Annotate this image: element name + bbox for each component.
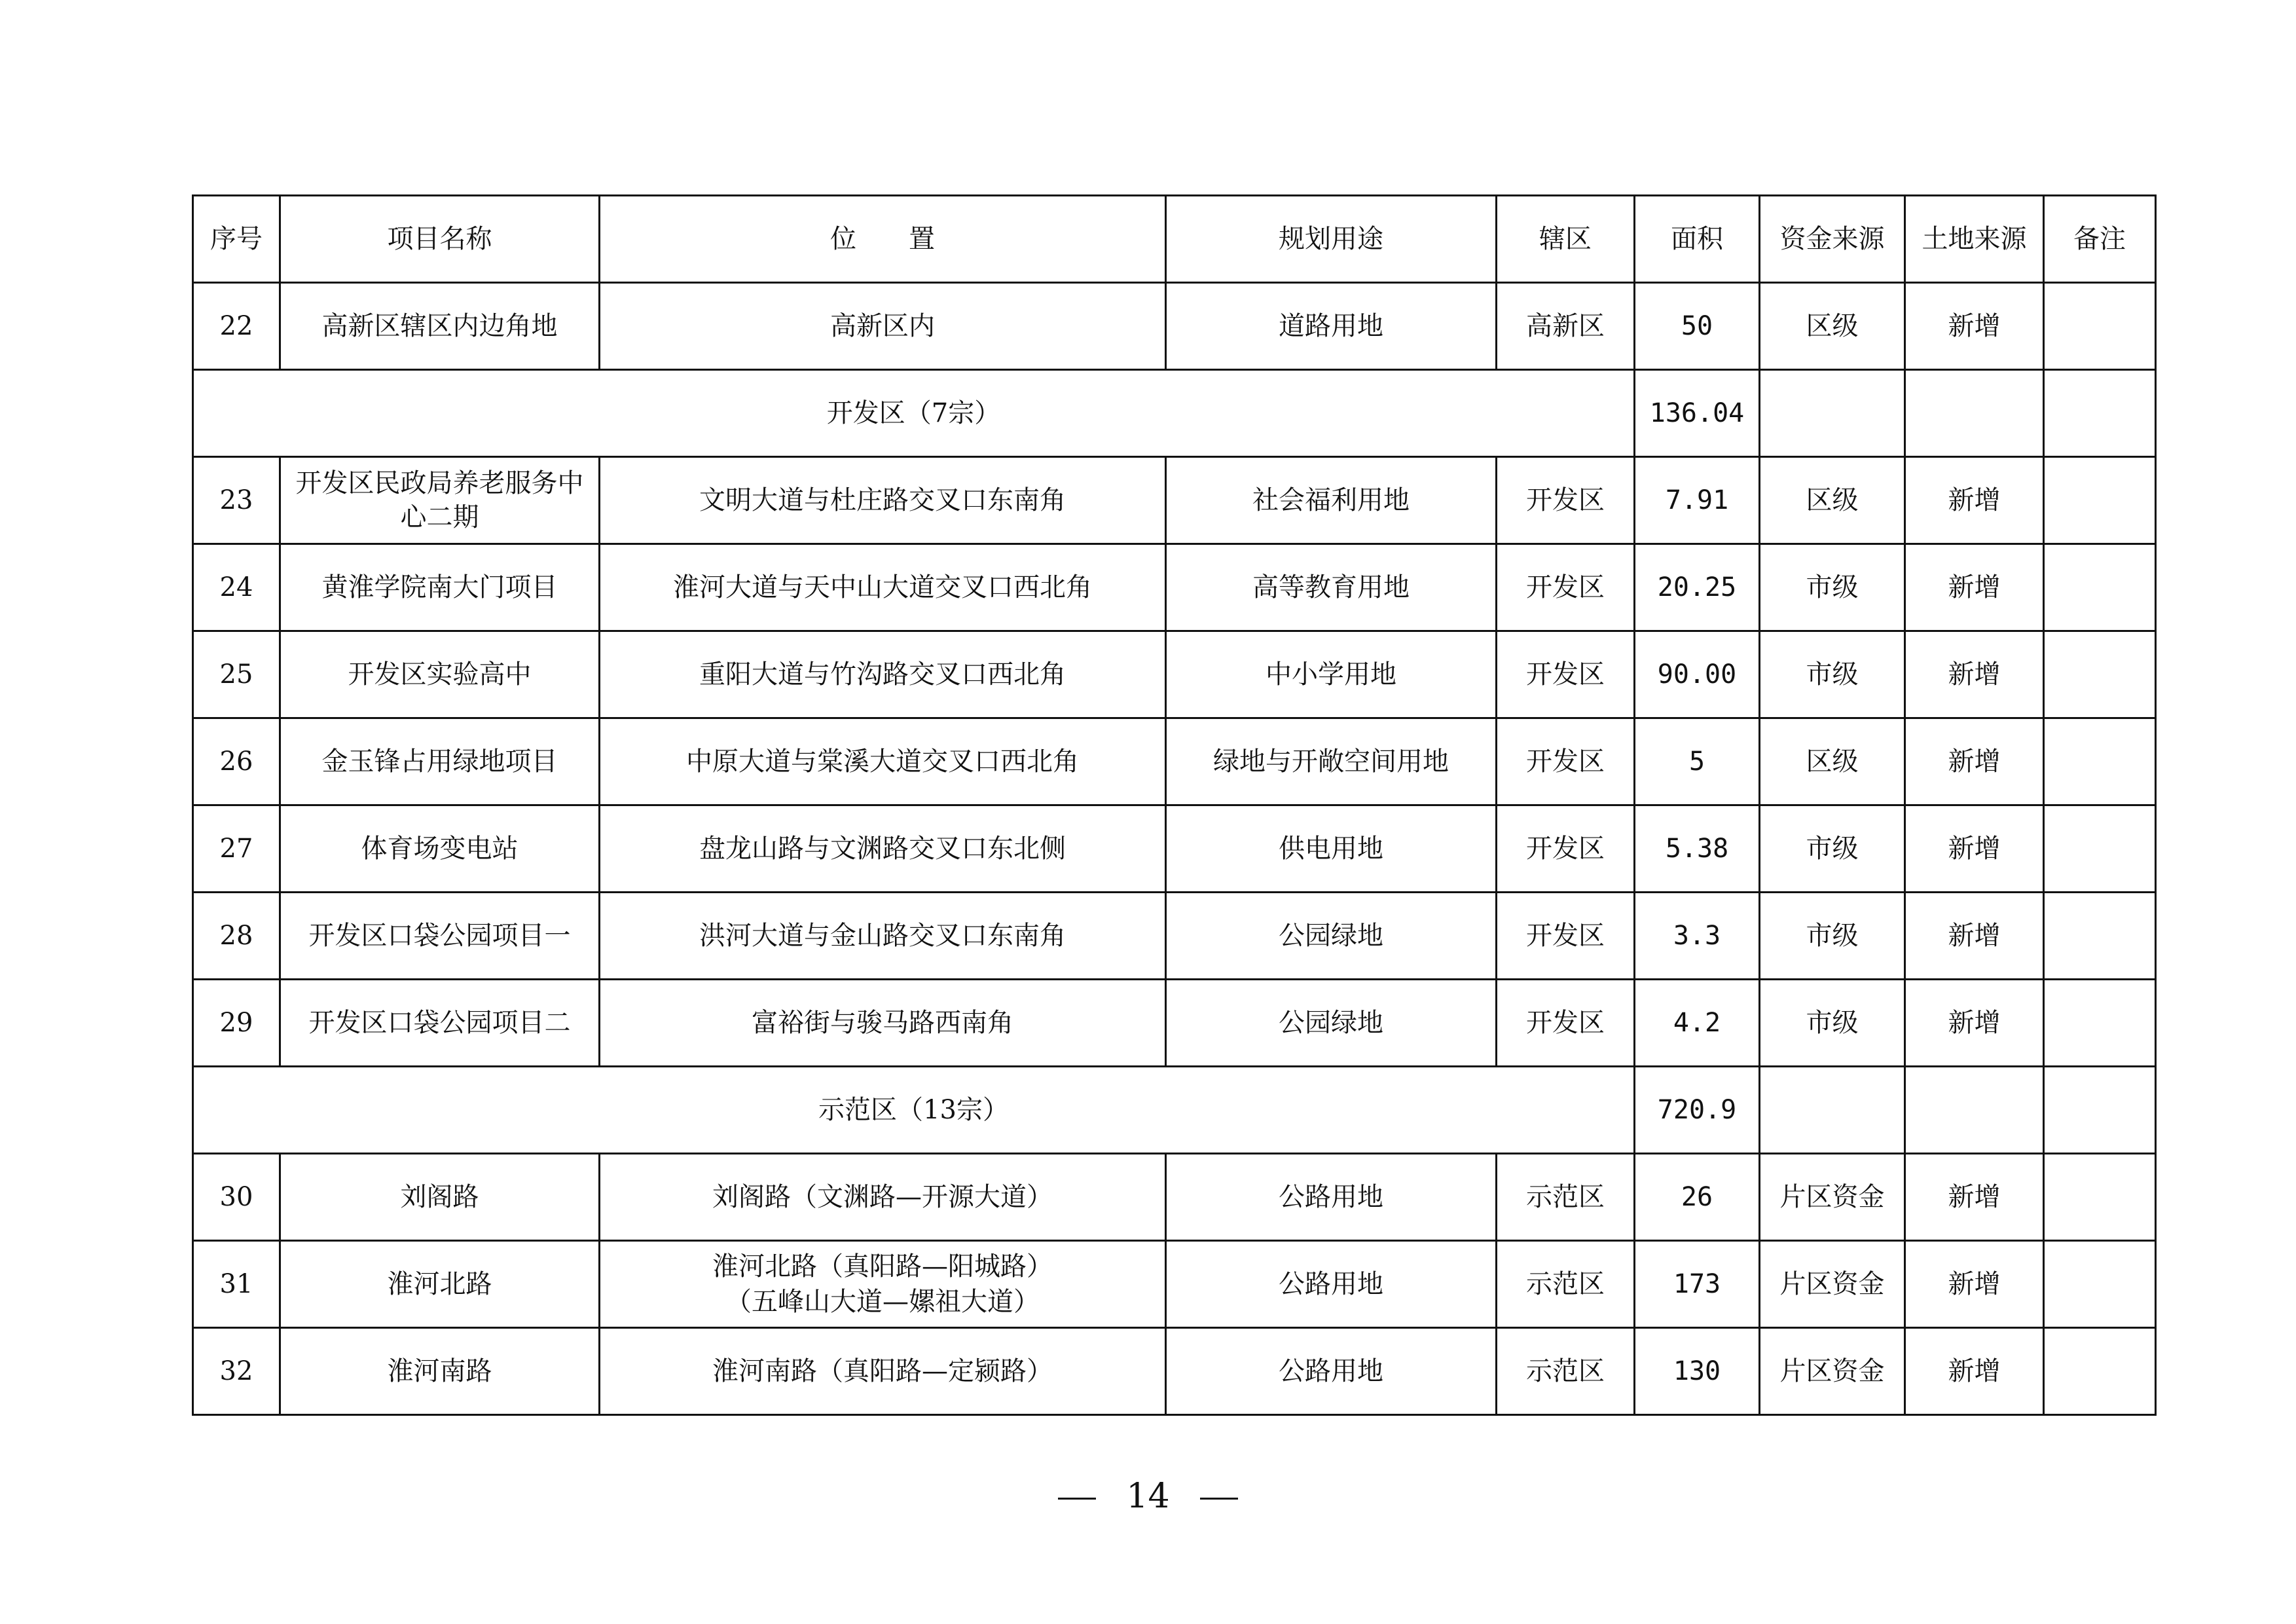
group-row bbox=[193, 1067, 2156, 1154]
district: 示范区 bbox=[1497, 1241, 1635, 1328]
fund-source: 市级 bbox=[1760, 544, 1905, 631]
planned-use: 道路用地 bbox=[1166, 283, 1497, 370]
location-line: （五峰山大道—嫘祖大道） bbox=[725, 1287, 1040, 1317]
district: 开发区 bbox=[1497, 718, 1635, 805]
group-area: 720.9 bbox=[1635, 1067, 1760, 1154]
header-cell: 辖区 bbox=[1497, 196, 1635, 283]
location-line: 重阳大道与竹沟路交叉口西北角 bbox=[699, 659, 1066, 690]
project-location bbox=[600, 283, 1166, 370]
district: 开发区 bbox=[1497, 805, 1635, 893]
land-source: 新增 bbox=[1905, 283, 2044, 370]
row-number: 32 bbox=[193, 1328, 280, 1415]
fund-source: 市级 bbox=[1760, 631, 1905, 718]
row-number: 29 bbox=[193, 980, 280, 1067]
project-location bbox=[600, 980, 1166, 1067]
note bbox=[2044, 1241, 2156, 1328]
project-name: 高新区辖区内边角地 bbox=[280, 283, 600, 370]
row-number: 25 bbox=[193, 631, 280, 718]
page-number-dash-right bbox=[1200, 1498, 1238, 1500]
location-line: 盘龙山路与文渊路交叉口东北侧 bbox=[699, 834, 1066, 864]
fund-source: 区级 bbox=[1760, 718, 1905, 805]
planned-use: 公路用地 bbox=[1166, 1328, 1497, 1415]
header-cell: 面积 bbox=[1635, 196, 1760, 283]
header-cell: 序号 bbox=[193, 196, 280, 283]
note bbox=[2044, 718, 2156, 805]
table-row bbox=[193, 544, 2156, 631]
table-row bbox=[193, 283, 2156, 370]
row-number: 30 bbox=[193, 1154, 280, 1241]
project-name: 开发区口袋公园项目二 bbox=[280, 980, 600, 1067]
land-source: 新增 bbox=[1905, 1154, 2044, 1241]
table-body bbox=[193, 283, 2156, 1415]
fund-source: 市级 bbox=[1760, 980, 1905, 1067]
district: 开发区 bbox=[1497, 980, 1635, 1067]
fund-source: 市级 bbox=[1760, 893, 1905, 980]
area: 50 bbox=[1635, 283, 1760, 370]
table-row bbox=[193, 457, 2156, 544]
header-cell: 位 置 bbox=[600, 196, 1166, 283]
project-location bbox=[600, 544, 1166, 631]
planned-use: 公园绿地 bbox=[1166, 980, 1497, 1067]
location-line: 富裕街与骏马路西南角 bbox=[752, 1008, 1013, 1038]
table-row bbox=[193, 980, 2156, 1067]
project-location bbox=[600, 893, 1166, 980]
planned-use: 绿地与开敞空间用地 bbox=[1166, 718, 1497, 805]
project-location bbox=[600, 1328, 1166, 1415]
header-cell: 资金来源 bbox=[1760, 196, 1905, 283]
district: 开发区 bbox=[1497, 893, 1635, 980]
page-number-text: 14 bbox=[1126, 1477, 1170, 1516]
land-source: 新增 bbox=[1905, 980, 2044, 1067]
project-name: 开发区民政局养老服务中心二期 bbox=[280, 457, 600, 544]
row-number: 26 bbox=[193, 718, 280, 805]
group-label: 示范区（13宗） bbox=[193, 1067, 1635, 1154]
planned-use: 公园绿地 bbox=[1166, 893, 1497, 980]
project-name: 开发区实验高中 bbox=[280, 631, 600, 718]
land-source: 新增 bbox=[1905, 457, 2044, 544]
group-empty-cell bbox=[1905, 370, 2044, 457]
land-source: 新增 bbox=[1905, 631, 2044, 718]
fund-source: 市级 bbox=[1760, 805, 1905, 893]
project-name: 淮河北路 bbox=[280, 1241, 600, 1328]
area: 5 bbox=[1635, 718, 1760, 805]
location-line: 中原大道与棠溪大道交叉口西北角 bbox=[686, 747, 1079, 777]
planned-use: 供电用地 bbox=[1166, 805, 1497, 893]
page-number-dash-left bbox=[1058, 1498, 1096, 1500]
table-row bbox=[193, 631, 2156, 718]
note bbox=[2044, 980, 2156, 1067]
area: 90.00 bbox=[1635, 631, 1760, 718]
group-empty-cell bbox=[2044, 370, 2156, 457]
area: 4.2 bbox=[1635, 980, 1760, 1067]
page-number bbox=[0, 1477, 2296, 1516]
row-number: 22 bbox=[193, 283, 280, 370]
land-source: 新增 bbox=[1905, 1328, 2044, 1415]
group-area: 136.04 bbox=[1635, 370, 1760, 457]
location-line: 淮河北路（真阳路—阳城路） bbox=[712, 1251, 1053, 1282]
land-source: 新增 bbox=[1905, 893, 2044, 980]
planned-use: 公路用地 bbox=[1166, 1241, 1497, 1328]
project-name: 淮河南路 bbox=[280, 1328, 600, 1415]
district: 开发区 bbox=[1497, 631, 1635, 718]
row-number: 27 bbox=[193, 805, 280, 893]
row-number: 31 bbox=[193, 1241, 280, 1328]
note bbox=[2044, 544, 2156, 631]
fund-source: 区级 bbox=[1760, 457, 1905, 544]
header-cell: 土地来源 bbox=[1905, 196, 2044, 283]
land-source: 新增 bbox=[1905, 544, 2044, 631]
district: 示范区 bbox=[1497, 1328, 1635, 1415]
fund-source: 片区资金 bbox=[1760, 1241, 1905, 1328]
table-row bbox=[193, 805, 2156, 893]
note bbox=[2044, 805, 2156, 893]
land-source: 新增 bbox=[1905, 1241, 2044, 1328]
project-location bbox=[600, 718, 1166, 805]
project-name: 黄淮学院南大门项目 bbox=[280, 544, 600, 631]
project-name: 开发区口袋公园项目一 bbox=[280, 893, 600, 980]
planned-use: 社会福利用地 bbox=[1166, 457, 1497, 544]
row-number: 24 bbox=[193, 544, 280, 631]
project-name: 体育场变电站 bbox=[280, 805, 600, 893]
location-line: 淮河大道与天中山大道交叉口西北角 bbox=[673, 572, 1092, 602]
location-line: 高新区内 bbox=[830, 311, 935, 341]
land-source: 新增 bbox=[1905, 718, 2044, 805]
note bbox=[2044, 1154, 2156, 1241]
note bbox=[2044, 1328, 2156, 1415]
header-cell: 备注 bbox=[2044, 196, 2156, 283]
group-empty-cell bbox=[2044, 1067, 2156, 1154]
table-row bbox=[193, 1328, 2156, 1415]
district: 高新区 bbox=[1497, 283, 1635, 370]
fund-source: 片区资金 bbox=[1760, 1154, 1905, 1241]
table-row bbox=[193, 893, 2156, 980]
group-empty-cell bbox=[1760, 370, 1905, 457]
area: 130 bbox=[1635, 1328, 1760, 1415]
group-row bbox=[193, 370, 2156, 457]
project-location bbox=[600, 1154, 1166, 1241]
group-label: 开发区（7宗） bbox=[193, 370, 1635, 457]
planned-use: 公路用地 bbox=[1166, 1154, 1497, 1241]
location-line: 文明大道与杜庄路交叉口东南角 bbox=[699, 485, 1066, 515]
district: 示范区 bbox=[1497, 1154, 1635, 1241]
area: 26 bbox=[1635, 1154, 1760, 1241]
row-number: 23 bbox=[193, 457, 280, 544]
note bbox=[2044, 893, 2156, 980]
area: 5.38 bbox=[1635, 805, 1760, 893]
area: 173 bbox=[1635, 1241, 1760, 1328]
header-cell: 规划用途 bbox=[1166, 196, 1497, 283]
project-location bbox=[600, 631, 1166, 718]
district: 开发区 bbox=[1497, 457, 1635, 544]
note bbox=[2044, 631, 2156, 718]
location-line: 洪河大道与金山路交叉口东南角 bbox=[699, 921, 1066, 951]
district: 开发区 bbox=[1497, 544, 1635, 631]
project-name: 刘阁路 bbox=[280, 1154, 600, 1241]
land-project-table bbox=[192, 194, 2157, 1416]
planned-use: 中小学用地 bbox=[1166, 631, 1497, 718]
note bbox=[2044, 457, 2156, 544]
table-row bbox=[193, 718, 2156, 805]
table-row bbox=[193, 1154, 2156, 1241]
project-location bbox=[600, 1241, 1166, 1328]
table-header-row bbox=[193, 196, 2156, 283]
area: 7.91 bbox=[1635, 457, 1760, 544]
project-location bbox=[600, 805, 1166, 893]
land-source: 新增 bbox=[1905, 805, 2044, 893]
fund-source: 片区资金 bbox=[1760, 1328, 1905, 1415]
location-line: 淮河南路（真阳路—定颍路） bbox=[712, 1356, 1053, 1386]
group-empty-cell bbox=[1760, 1067, 1905, 1154]
location-line: 刘阁路（文渊路—开源大道） bbox=[712, 1182, 1053, 1212]
area: 3.3 bbox=[1635, 893, 1760, 980]
area: 20.25 bbox=[1635, 544, 1760, 631]
header-cell: 项目名称 bbox=[280, 196, 600, 283]
project-name: 金玉锋占用绿地项目 bbox=[280, 718, 600, 805]
group-empty-cell bbox=[1905, 1067, 2044, 1154]
note bbox=[2044, 283, 2156, 370]
project-location bbox=[600, 457, 1166, 544]
fund-source: 区级 bbox=[1760, 283, 1905, 370]
row-number: 28 bbox=[193, 893, 280, 980]
table-row bbox=[193, 1241, 2156, 1328]
planned-use: 高等教育用地 bbox=[1166, 544, 1497, 631]
